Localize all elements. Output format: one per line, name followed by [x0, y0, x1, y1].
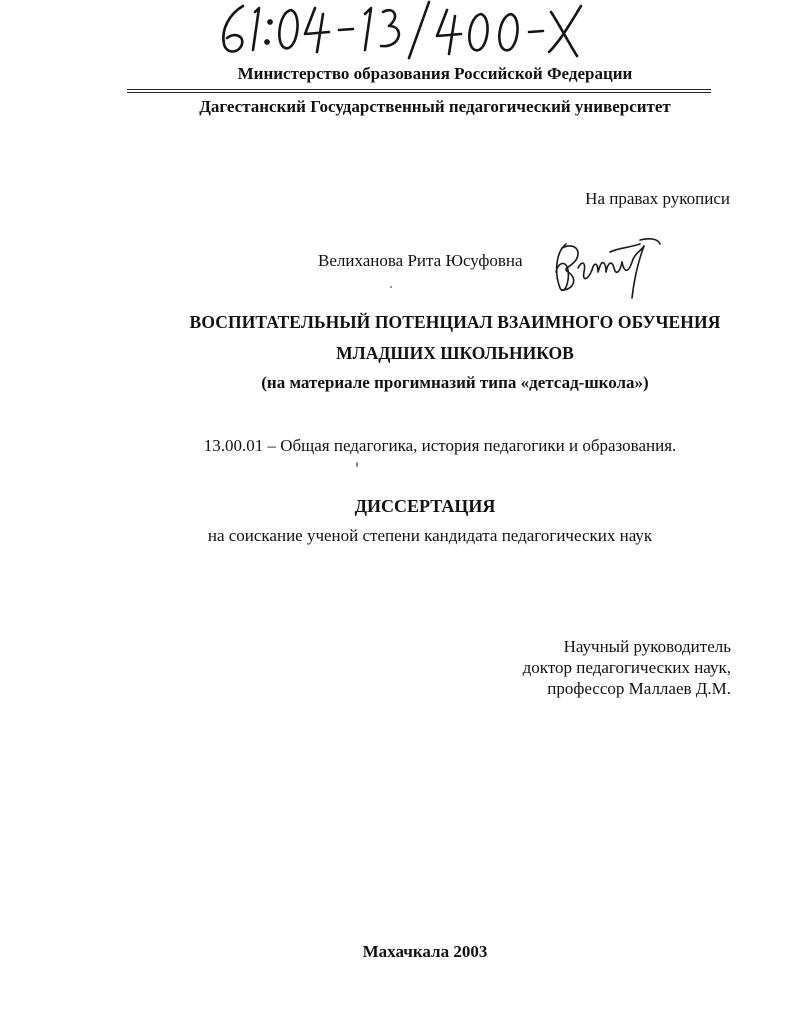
- scan-speck: [356, 462, 358, 467]
- supervisor-degree: доктор педагогических наук,: [522, 658, 731, 677]
- supervisor-block: [523, 636, 731, 699]
- manuscript-rights-note: На правах рукописи: [585, 189, 730, 208]
- degree-description: на соискание ученой степени кандидата педагогических наук: [207, 526, 653, 545]
- document-type-heading: ДИССЕРТАЦИЯ: [354, 496, 496, 516]
- header-divider-thin: [127, 92, 711, 93]
- handwritten-catalog-number: [215, 0, 595, 62]
- dissertation-title-line-2: МЛАДШИХ ШКОЛЬНИКОВ: [336, 343, 574, 363]
- supervisor-name: профессор Маллаев Д.М.: [547, 679, 731, 698]
- supervisor-role: Научный руководитель: [563, 637, 731, 656]
- author-signature-icon: [548, 232, 664, 302]
- university-name: Дагестанский Государственный педагогический университет: [199, 97, 671, 116]
- city-year: Махачкала 2003: [362, 942, 488, 961]
- author-name: Велиханова Рита Юсуфовна: [318, 251, 523, 270]
- specialty-code: 13.00.01 – Общая педагогика, история педагогики и образования.: [203, 436, 677, 455]
- ministry-name: Министерство образования Российской Федерации: [237, 64, 633, 83]
- scan-speck: [390, 286, 392, 288]
- dissertation-title-line-1: ВОСПИТАТЕЛЬНЫЙ ПОТЕНЦИАЛ ВЗАИМНОГО ОБУЧЕНИЯ: [189, 312, 721, 332]
- dissertation-subtitle: (на материале прогимназий типа «детсад-школа»): [261, 373, 649, 392]
- header-divider-thick: [127, 89, 711, 90]
